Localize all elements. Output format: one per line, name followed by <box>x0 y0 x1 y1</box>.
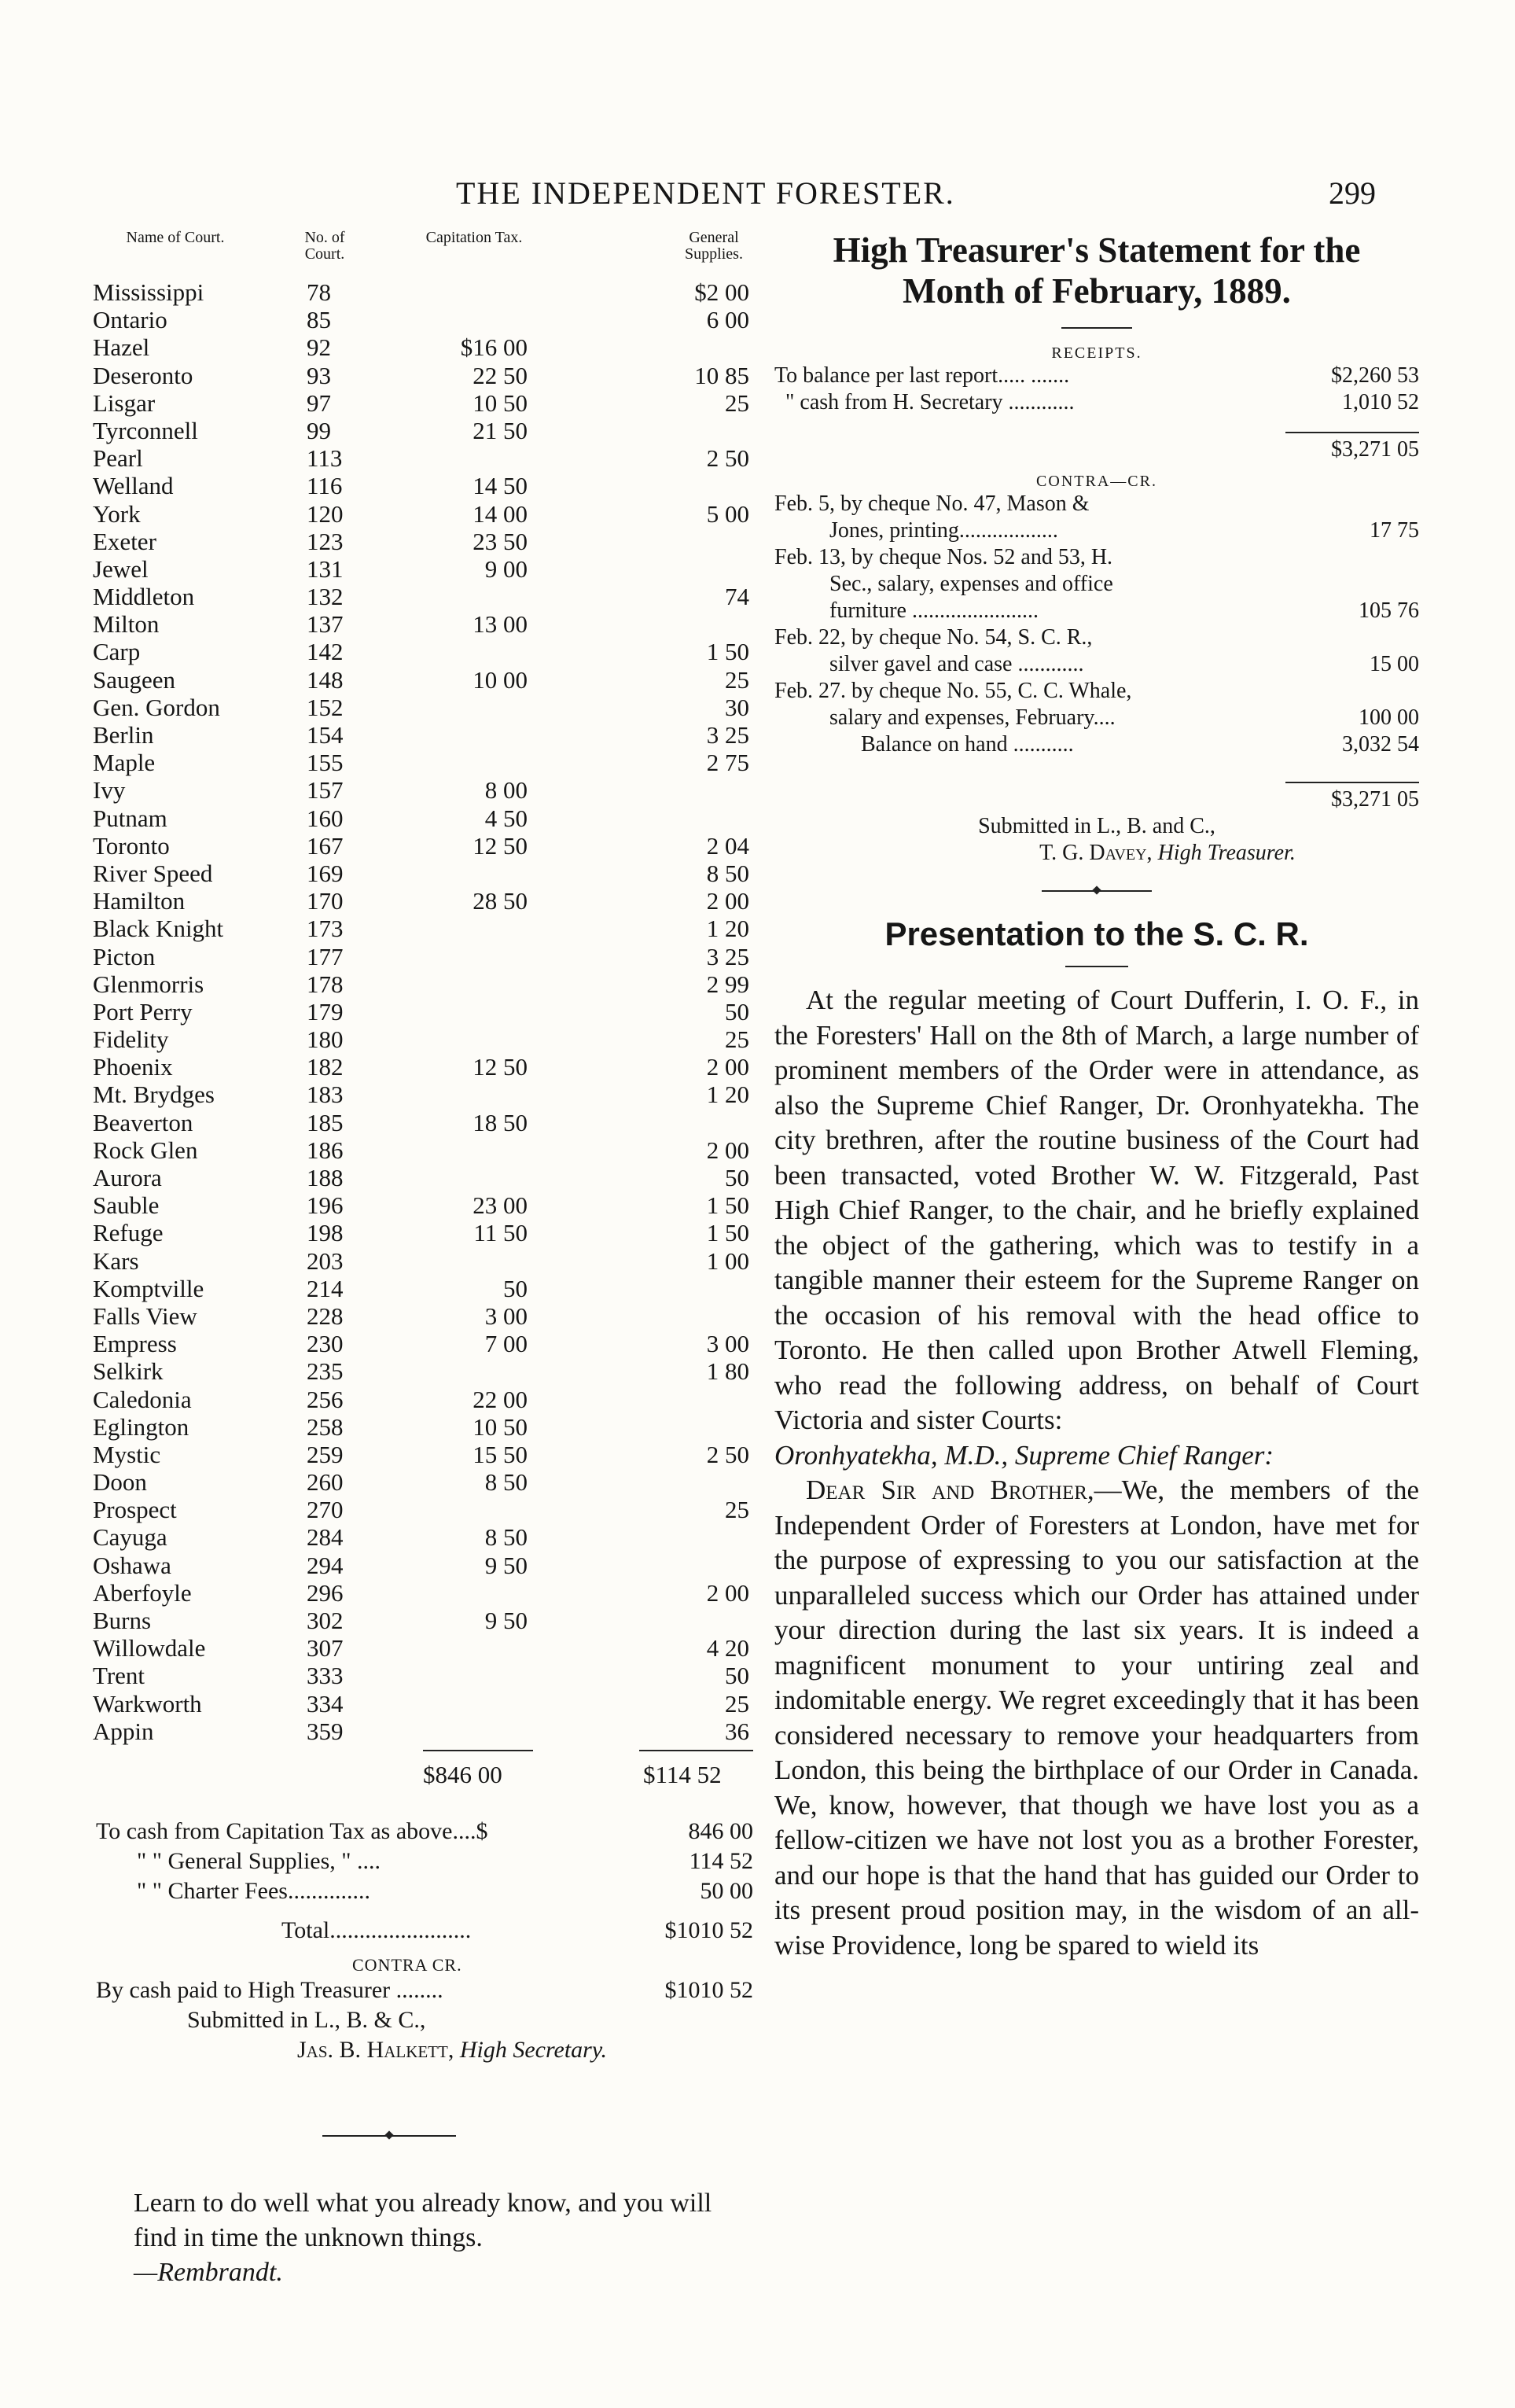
capitation-tax: 10 50 <box>473 1412 528 1441</box>
cash-total <box>93 1916 753 1946</box>
capitation-tax: 50 <box>503 1274 528 1302</box>
cash-line-capitation <box>93 1817 753 1847</box>
court-name: Selkirk <box>93 1357 164 1386</box>
general-supplies: $2 00 <box>694 278 749 306</box>
capitation-tax: 14 50 <box>473 472 528 500</box>
general-supplies: 25 <box>725 665 749 694</box>
court-row <box>93 1413 753 1441</box>
general-supplies: 1 00 <box>706 1246 749 1275</box>
general-supplies: 2 50 <box>706 444 749 473</box>
court-row <box>93 1662 753 1689</box>
general-supplies: 2 00 <box>706 1136 749 1164</box>
contra-heading: CONTRA—CR. <box>1036 473 1157 490</box>
cash-line-label: " " Charter Fees.............. <box>137 1878 370 1904</box>
court-number: 259 <box>307 1440 344 1468</box>
court-name: Toronto <box>93 831 170 860</box>
court-row <box>93 583 753 610</box>
court-row <box>93 1109 753 1136</box>
cash-total-label: Total........................ <box>281 1917 472 1943</box>
court-number: 256 <box>307 1385 344 1413</box>
court-row <box>93 389 753 417</box>
ledger-row: salary and expenses, February.... 100 00 <box>829 705 1419 730</box>
court-row <box>93 1634 753 1662</box>
ledger-row: " cash from H. Secretary ............ 1,010 52 <box>785 390 1419 414</box>
capitation-tax: 23 00 <box>473 1191 528 1220</box>
court-name: Hamilton <box>93 887 186 915</box>
court-number: 113 <box>307 444 343 473</box>
court-name: Cayuga <box>93 1523 167 1552</box>
court-row <box>93 306 753 333</box>
court-row <box>93 528 753 555</box>
court-name: Tyrconnell <box>93 416 198 444</box>
court-row <box>93 500 753 528</box>
court-number: 132 <box>307 583 344 611</box>
court-name: Hazel <box>93 333 150 362</box>
general-total: $114 52 <box>643 1760 722 1788</box>
court-name: Refuge <box>93 1219 164 1247</box>
general-supplies: 50 <box>725 1662 749 1690</box>
treasurer-signoff: Submitted in L., B. and C., T. G. Davey, High Treasurer. <box>978 814 1296 865</box>
capitation-tax: 23 50 <box>473 527 528 555</box>
court-row <box>93 1053 753 1081</box>
court-name: Lisgar <box>93 388 156 417</box>
court-table <box>93 230 753 1792</box>
court-row <box>93 610 753 638</box>
court-number: 180 <box>307 1025 344 1054</box>
receipts-heading: RECEIPTS. <box>1051 344 1142 362</box>
court-number: 123 <box>307 527 344 555</box>
cash-total-amount: $1010 52 <box>664 1917 753 1943</box>
court-number: 120 <box>307 499 344 528</box>
court-row <box>93 1441 753 1468</box>
court-row <box>93 832 753 860</box>
court-row <box>93 444 753 472</box>
general-supplies: 8 50 <box>706 859 749 887</box>
court-row <box>93 472 753 499</box>
address-salutation: Oronhyatekha, M.D., Supreme Chief Ranger: <box>774 1439 1274 1471</box>
court-row <box>93 860 753 887</box>
ledger-row: Feb. 13, by cheque Nos. 52 and 53, H. <box>774 545 1113 569</box>
court-name: Port Perry <box>93 997 193 1025</box>
court-number: 196 <box>307 1191 344 1220</box>
court-name: Warkworth <box>93 1689 202 1718</box>
court-number: 99 <box>307 416 331 444</box>
capitation-tax: 18 50 <box>473 1108 528 1136</box>
court-number: 270 <box>307 1496 344 1524</box>
quote-text: Learn to do well what you already know, and you will find in time the unknown things. <box>134 2189 712 2252</box>
ornamental-rule <box>1042 890 1152 892</box>
court-name: Mt. Brydges <box>93 1081 215 1109</box>
court-row <box>93 1607 753 1634</box>
court-name: Putnam <box>93 804 167 832</box>
court-name: Pearl <box>93 444 143 473</box>
court-table-header <box>93 230 753 278</box>
court-number: 228 <box>307 1302 344 1330</box>
capitation-tax: 8 00 <box>484 776 528 805</box>
court-number: 333 <box>307 1662 344 1690</box>
capitation-tax: 11 50 <box>473 1219 528 1247</box>
court-row <box>93 1386 753 1413</box>
general-supplies: 1 80 <box>706 1357 749 1386</box>
signer-title: High Treasurer. <box>1157 841 1296 865</box>
contra-heading: CONTRA CR. <box>352 1955 462 1975</box>
receipts-total-row <box>774 433 1419 465</box>
general-supplies: 25 <box>725 1025 749 1054</box>
court-row <box>93 1136 753 1164</box>
court-number: 148 <box>307 665 344 694</box>
court-row <box>93 749 753 776</box>
general-supplies: 1 50 <box>706 638 749 666</box>
general-supplies: 25 <box>725 388 749 417</box>
court-row <box>93 362 753 389</box>
paid-line <box>93 1975 753 2005</box>
court-row <box>93 915 753 942</box>
court-row <box>93 943 753 970</box>
general-supplies: 2 75 <box>706 749 749 777</box>
general-supplies: 2 00 <box>706 1578 749 1607</box>
court-number: 359 <box>307 1717 344 1745</box>
court-name: Exeter <box>93 527 156 555</box>
title-rule <box>1061 327 1132 329</box>
cash-line-label: To cash from Capitation Tax as above....$ <box>96 1818 488 1844</box>
court-name: Empress <box>93 1330 177 1358</box>
court-name: Middleton <box>93 583 195 611</box>
court-name: Aurora <box>93 1164 162 1191</box>
court-number: 198 <box>307 1219 344 1247</box>
capitation-tax: 28 50 <box>473 887 528 915</box>
court-name: Ontario <box>93 306 167 334</box>
court-row <box>93 1247 753 1275</box>
general-supplies: 4 20 <box>706 1634 749 1662</box>
court-row <box>93 694 753 721</box>
capitation-tax: 8 50 <box>484 1523 528 1552</box>
header-general: General Supplies. <box>685 229 743 263</box>
capitation-tax: 9 50 <box>484 1607 528 1634</box>
signer-title: High Secretary. <box>459 2037 608 2063</box>
cash-line-general <box>93 1847 753 1876</box>
court-name: Deseronto <box>93 361 193 389</box>
cash-line-amount: 846 00 <box>688 1818 753 1844</box>
capitation-tax: 7 00 <box>484 1330 528 1358</box>
court-row <box>93 1025 753 1053</box>
court-name: Phoenix <box>93 1053 173 1081</box>
court-number: 294 <box>307 1551 344 1579</box>
court-name: Milton <box>93 610 160 639</box>
signer-name: T. G. Davey, <box>1039 841 1153 865</box>
court-number: 182 <box>307 1053 344 1081</box>
general-supplies: 30 <box>725 693 749 721</box>
general-supplies: 36 <box>725 1717 749 1745</box>
rembrandt-quote <box>134 2186 755 2290</box>
court-number: 179 <box>307 997 344 1025</box>
court-row <box>93 1496 753 1523</box>
address-body: Dear Sir and Brother,—We, the members of the Independent Order of Foresters at London, have met for the purpose of expressing to you our satisfaction at the unparalleled success which our Order has attained under your direction during the last six years. It is indeed a magnificent monument to your untiring zeal and indomitable energy. We regret exceedingly that it has been considered necessary to remove your headquarters from London, this being the birthplace of our Order in Canada. We, know, however, that though we have lost you as a fellow-citizen we have not lost you as a brother Forester, and our hope is that the hand that has guided our Order to its present proud position may, in the wisdom of an all-wise Providence, long be spared to wield its <box>774 1475 1420 1961</box>
court-row <box>93 1579 753 1607</box>
court-name: Burns <box>93 1607 152 1634</box>
court-number: 85 <box>307 306 331 334</box>
court-name: Carp <box>93 638 141 666</box>
capitation-tax: 22 50 <box>473 361 528 389</box>
court-number: 167 <box>307 831 344 860</box>
court-row <box>93 1330 753 1357</box>
court-name: Maple <box>93 749 156 777</box>
court-name: Mystic <box>93 1440 161 1468</box>
court-name: York <box>93 499 141 528</box>
court-totals <box>93 1756 753 1792</box>
secretary-signature <box>93 2035 753 2065</box>
court-name: Trent <box>93 1662 145 1690</box>
court-number: 230 <box>307 1330 344 1358</box>
court-name: Glenmorris <box>93 970 204 998</box>
court-number: 137 <box>307 610 344 639</box>
court-number: 214 <box>307 1274 344 1302</box>
capitation-tax: $16 00 <box>460 333 528 362</box>
court-number: 258 <box>307 1412 344 1441</box>
dear-sir: Dear Sir and Brother, <box>806 1475 1094 1505</box>
ledger-row: silver gavel and case ............ 15 00 <box>829 652 1419 676</box>
court-name: Kars <box>93 1246 139 1275</box>
ledger-row: Feb. 27. by cheque No. 55, C. C. Whale, <box>774 679 1132 703</box>
court-row <box>93 998 753 1025</box>
court-name: River Speed <box>93 859 213 887</box>
general-supplies: 5 00 <box>706 499 749 528</box>
general-supplies: 2 50 <box>706 1440 749 1468</box>
general-supplies: 2 04 <box>706 831 749 860</box>
header-number: No. of Court. <box>304 229 345 263</box>
general-supplies: 2 00 <box>706 887 749 915</box>
court-rows <box>93 278 753 1745</box>
ledger-row: furniture ....................... 105 76 <box>829 598 1419 623</box>
court-name: Komptville <box>93 1274 204 1302</box>
general-supplies: 74 <box>725 583 749 611</box>
capitation-tax: 8 50 <box>484 1468 528 1497</box>
court-row <box>93 1275 753 1302</box>
court-name: Beaverton <box>93 1108 193 1136</box>
capitation-tax: 12 50 <box>473 1053 528 1081</box>
court-number: 142 <box>307 638 344 666</box>
ledger-row: Feb. 5, by cheque No. 47, Mason & <box>774 492 1090 516</box>
heading-rule <box>1065 966 1128 967</box>
header-name: Name of Court. <box>126 229 225 246</box>
court-row <box>93 1718 753 1745</box>
court-number: 302 <box>307 1607 344 1634</box>
general-supplies: 50 <box>725 1164 749 1191</box>
court-number: 157 <box>307 776 344 805</box>
capitation-tax: 10 00 <box>473 665 528 694</box>
court-number: 284 <box>307 1523 344 1552</box>
capitation-tax: 14 00 <box>473 499 528 528</box>
court-number: 235 <box>307 1357 344 1386</box>
court-row <box>93 1191 753 1219</box>
court-row <box>93 333 753 361</box>
court-name: Ivy <box>93 776 126 805</box>
court-name: Doon <box>93 1468 147 1497</box>
court-number: 78 <box>307 278 331 306</box>
capitation-total-rule <box>423 1750 533 1751</box>
general-supplies: 6 00 <box>706 306 749 334</box>
cash-line-label: " " General Supplies, " .... <box>137 1848 381 1874</box>
general-supplies: 2 00 <box>706 1053 749 1081</box>
court-name: Eglington <box>93 1412 189 1441</box>
court-row <box>93 1302 753 1330</box>
general-supplies: 2 99 <box>706 970 749 998</box>
court-number: 160 <box>307 804 344 832</box>
court-row <box>93 970 753 998</box>
court-number: 185 <box>307 1108 344 1136</box>
right-column <box>774 230 1419 1963</box>
ornamental-rule <box>322 2135 456 2137</box>
court-row <box>93 1164 753 1191</box>
presentation-heading: Presentation to the S. C. R. <box>884 915 1309 952</box>
court-number: 334 <box>307 1689 344 1718</box>
capitation-tax: 12 50 <box>473 831 528 860</box>
general-supplies: 25 <box>725 1496 749 1524</box>
court-name: Jewel <box>93 554 149 583</box>
court-number: 203 <box>307 1246 344 1275</box>
court-number: 260 <box>307 1468 344 1497</box>
court-number: 170 <box>307 887 344 915</box>
court-number: 183 <box>307 1081 344 1109</box>
court-number: 152 <box>307 693 344 721</box>
running-title: THE INDEPENDENT FORESTER. <box>456 175 955 211</box>
court-row <box>93 1219 753 1246</box>
general-total-rule <box>639 1750 753 1751</box>
court-row <box>93 638 753 665</box>
general-supplies: 3 25 <box>706 942 749 970</box>
cash-summary <box>93 1817 753 2065</box>
court-name: Appin <box>93 1717 154 1745</box>
court-row <box>93 555 753 583</box>
capitation-tax: 9 00 <box>484 554 528 583</box>
court-number: 131 <box>307 554 344 583</box>
court-name: Picton <box>93 942 156 970</box>
capitation-tax: 15 50 <box>473 1440 528 1468</box>
paid-label: By cash paid to High Treasurer ........ <box>96 1977 443 2003</box>
court-number: 173 <box>307 915 344 943</box>
court-number: 177 <box>307 942 344 970</box>
court-row <box>93 776 753 804</box>
court-number: 155 <box>307 749 344 777</box>
court-number: 178 <box>307 970 344 998</box>
court-row <box>93 666 753 694</box>
court-name: Willowdale <box>93 1634 206 1662</box>
general-supplies: 3 00 <box>706 1330 749 1358</box>
court-row <box>93 805 753 832</box>
ledger-row: Jones, printing.................. 17 75 <box>829 518 1419 543</box>
court-number: 116 <box>307 472 343 500</box>
page-number: 299 <box>1329 175 1376 211</box>
court-number: 169 <box>307 859 344 887</box>
cash-line-charter <box>93 1876 753 1906</box>
general-supplies: 25 <box>725 1689 749 1718</box>
cash-line-amount: 114 52 <box>689 1848 753 1874</box>
court-name: Berlin <box>93 721 154 749</box>
court-name: Fidelity <box>93 1025 169 1054</box>
statement-title: High Treasurer's Statement for the Month of February, 1889. <box>833 230 1361 311</box>
court-row <box>93 887 753 915</box>
court-row <box>93 278 753 306</box>
capitation-tax: 3 00 <box>484 1302 528 1330</box>
court-row <box>93 417 753 444</box>
general-supplies: 50 <box>725 997 749 1025</box>
court-name: Gen. Gordon <box>93 693 220 721</box>
court-name: Mississippi <box>93 278 204 306</box>
grand-total-row <box>774 783 1419 813</box>
receipts-total: $3,271 05 <box>1331 437 1419 462</box>
cash-line-amount: 50 00 <box>700 1878 753 1904</box>
ledger-row: Feb. 22, by cheque No. 54, S. C. R., <box>774 625 1093 650</box>
capitation-tax: 22 00 <box>473 1385 528 1413</box>
expenses-ledger <box>774 491 1419 813</box>
capitation-tax: 21 50 <box>473 416 528 444</box>
quote-author: —Rembrandt. <box>134 2258 283 2287</box>
balance-row: Balance on hand ........... 3,032 54 <box>861 732 1419 757</box>
header-capitation: Capitation Tax. <box>425 229 523 246</box>
capitation-tax: 10 50 <box>473 388 528 417</box>
receipts-ledger <box>774 363 1419 465</box>
capitation-tax: 4 50 <box>484 804 528 832</box>
court-name: Rock Glen <box>93 1136 198 1164</box>
general-supplies: 10 85 <box>694 361 749 389</box>
court-name: Black Knight <box>93 915 224 943</box>
presentation-paragraph: At the regular meeting of Court Dufferin, I. O. F., in the Foresters' Hall on the 8th of March, a large number of prominent members of the Order were in attendance, as also the Supreme Chief Ranger, Dr. Oronhyatekha. The city brethren, after the routine business of the Court had been transacted, voted Brother W. W. Fitzgerald, Past High Chief Ranger, to the chair, and he briefly explained the object of the gathering, which was to testify in a tangible manner their esteem for the Supreme Ranger on the occasion of his removal with the head office to Toronto. He then called upon Brother Atwell Fleming, who read the following address, on behalf of Court Victoria and sister Courts: <box>774 985 1419 1435</box>
court-number: 97 <box>307 388 331 417</box>
court-number: 188 <box>307 1164 344 1191</box>
page-header <box>456 175 1376 222</box>
general-supplies: 3 25 <box>706 721 749 749</box>
court-number: 307 <box>307 1634 344 1662</box>
court-row <box>93 1081 753 1108</box>
court-number: 92 <box>307 333 331 362</box>
signer-name: Jas. B. Halkett, <box>297 2037 454 2063</box>
general-supplies: 1 50 <box>706 1191 749 1220</box>
capitation-tax: 13 00 <box>473 610 528 639</box>
court-name: Caledonia <box>93 1385 192 1413</box>
ledger-row: Sec., salary, expenses and office <box>829 572 1113 596</box>
court-name: Prospect <box>93 1496 177 1524</box>
paid-amount: $1010 52 <box>664 1977 753 2003</box>
submitted-line: Submitted in L., B. & C., <box>187 2007 426 2033</box>
court-row <box>93 1468 753 1496</box>
court-name: Aberfoyle <box>93 1578 192 1607</box>
court-row <box>93 1690 753 1718</box>
court-name: Saugeen <box>93 665 176 694</box>
court-number: 186 <box>307 1136 344 1164</box>
grand-total: $3,271 05 <box>1331 787 1419 812</box>
court-name: Falls View <box>93 1302 197 1330</box>
court-name: Oshawa <box>93 1551 171 1579</box>
court-row <box>93 721 753 749</box>
court-number: 296 <box>307 1578 344 1607</box>
general-supplies: 1 50 <box>706 1219 749 1247</box>
capitation-tax: 9 50 <box>484 1551 528 1579</box>
ledger-row: To balance per last report..... ....... $2,260 53 <box>774 363 1419 388</box>
general-supplies: 1 20 <box>706 1081 749 1109</box>
court-row <box>93 1357 753 1385</box>
court-name: Sauble <box>93 1191 160 1220</box>
court-row <box>93 1523 753 1551</box>
court-row <box>93 1552 753 1579</box>
court-number: 154 <box>307 721 344 749</box>
court-number: 93 <box>307 361 331 389</box>
court-name: Welland <box>93 472 174 500</box>
general-supplies: 1 20 <box>706 915 749 943</box>
capitation-total: $846 00 <box>423 1760 502 1788</box>
